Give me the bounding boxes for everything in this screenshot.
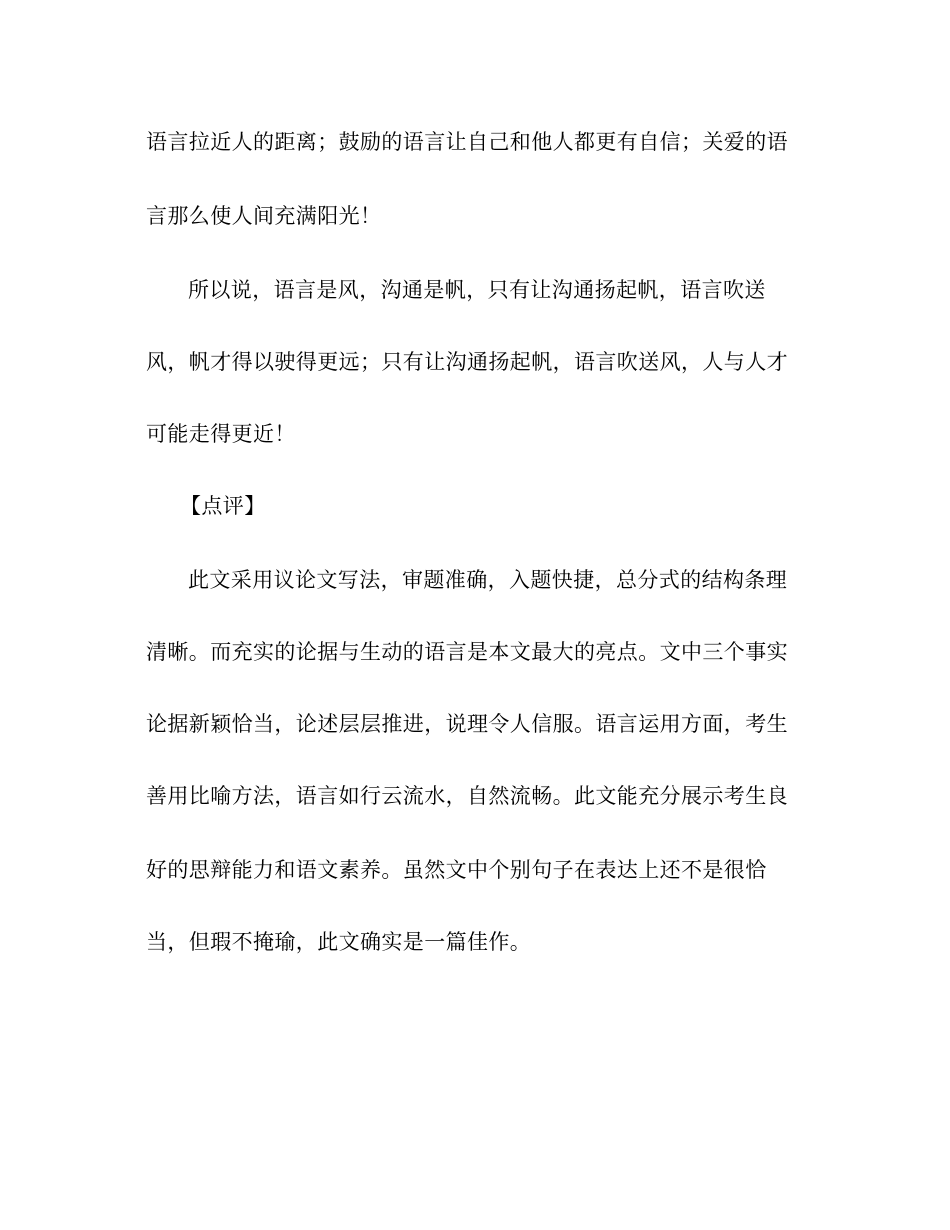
paragraph-line: 论据新颖恰当，论述层层推进，说理令人信服。语言运用方面，考生 (146, 712, 788, 736)
paragraph-line: 当，但瑕不掩瑜，此文确实是一篇佳作。 (146, 930, 532, 954)
paragraph-line: 好的思辩能力和语文素养。虽然文中个别句子在表达上还不是很恰 (146, 858, 767, 882)
paragraph-line: 此文采用议论文写法，审题准确，入题快捷，总分式的结构条理 (188, 568, 788, 592)
paragraph-line: 清晰。而充实的论据与生动的语言是本文最大的亮点。文中三个事实 (146, 640, 788, 664)
paragraph-line: 语言拉近人的距离；鼓励的语言让自己和他人都更有自信；关爱的语 (146, 130, 788, 154)
paragraph-line: 风，帆才得以驶得更远；只有让沟通扬起帆，语言吹送风，人与人才 (146, 350, 788, 374)
paragraph-line: 可能走得更近！ (146, 422, 296, 446)
paragraph-line: 言那么使人间充满阳光！ (146, 204, 382, 228)
comment-heading: 【点评】 (180, 494, 266, 518)
paragraph-line: 所以说，语言是风，沟通是帆，只有让沟通扬起帆，语言吹送 (188, 278, 766, 302)
paragraph-line: 善用比喻方法，语言如行云流水，自然流畅。此文能充分展示考生良 (146, 784, 788, 808)
